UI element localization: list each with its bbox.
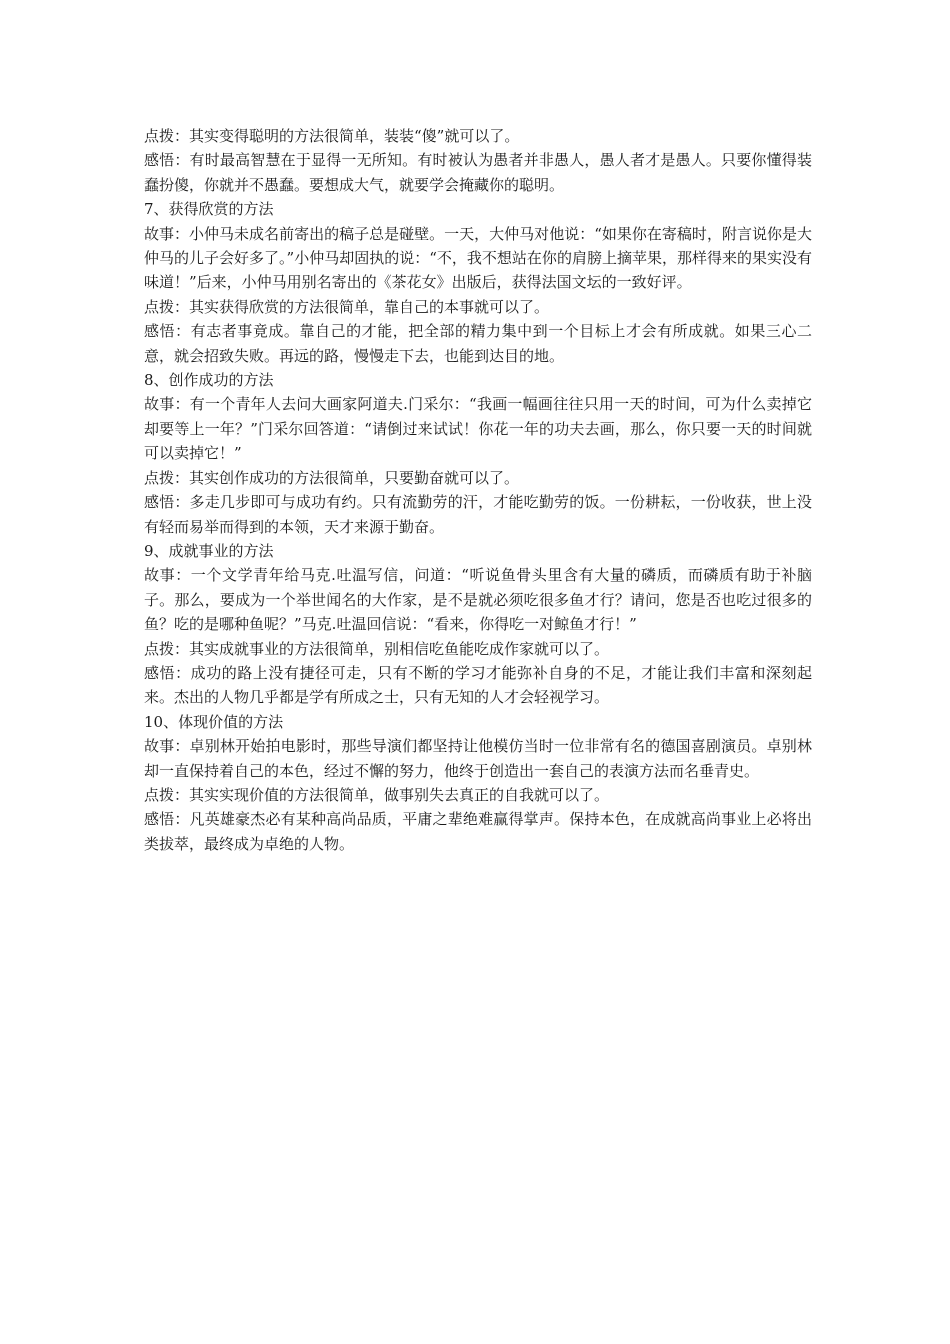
section-heading-9: 9、成就事业的方法 <box>144 541 274 560</box>
insight-paragraph: 感悟：有时最高智慧在于显得一无所知。有时被认为愚者并非愚人，愚人者才是愚人。只要你懂得装蠢扮傻，你就并不愚蠢。要想成大气，就要学会掩藏你的聪明。 <box>144 151 812 194</box>
document-body <box>144 124 812 856</box>
story-paragraph: 故事：有一个青年人去问大画家阿道夫.门采尔：“我画一幅画往往只用一天的时间，可为什么卖掉它却要等上一年？”门采尔回答道：“请倒过来试试！你花一年的功夫去画，那么，你只要一天的时间就可以卖掉它！” <box>144 395 812 463</box>
insight-paragraph: 感悟：多走几步即可与成功有约。只有流勤劳的汗，才能吃勤劳的饭。一份耕耘，一份收获，世上没有轻而易举而得到的本领，天才来源于勤奋。 <box>144 493 812 536</box>
insight-paragraph: 感悟：成功的路上没有捷径可走，只有不断的学习才能弥补自身的不足，才能让我们丰富和深刻起来。杰出的人物几乎都是学有所成之士，只有无知的人才会轻视学习。 <box>144 663 812 707</box>
section-heading-10: 10、体现价值的方法 <box>144 712 284 731</box>
section-heading-7: 7、获得欣赏的方法 <box>144 200 274 219</box>
hint-paragraph: 点拨：其实成就事业的方法很简单，别相信吃鱼能吃成作家就可以了。 <box>144 639 610 658</box>
section-heading-8: 8、创作成功的方法 <box>144 371 274 390</box>
story-paragraph: 故事：小仲马未成名前寄出的稿子总是碰壁。一天，大仲马对他说：“如果你在寄稿时，附言说你是大仲马的儿子会好多了。”小仲马却固执的说：“不，我不想站在你的肩膀上摘苹果，那样得来的果实没有味道！”后来，小仲马用别名寄出的《茶花女》出版后，获得法国文坛的一致好评。 <box>144 224 812 292</box>
hint-paragraph: 点拨：其实变得聪明的方法很简单，装装“傻”就可以了。 <box>144 127 520 145</box>
hint-paragraph: 点拨：其实创作成功的方法很简单，只要勤奋就可以了。 <box>144 468 520 487</box>
story-paragraph: 故事：一个文学青年给马克.吐温写信，问道：“听说鱼骨头里含有大量的磷质，而磷质有助于补脑子。那么，要成为一个举世闻名的大作家，是不是就必须吃很多鱼才行？请问，您是否也吃过很多的鱼？吃的是哪种鱼呢？”马克.吐温回信说：“看来，你得吃一对鲸鱼才行！” <box>144 566 812 634</box>
hint-paragraph: 点拨：其实实现价值的方法很简单，做事别失去真正的自我就可以了。 <box>144 785 610 804</box>
hint-paragraph: 点拨：其实获得欣赏的方法很简单，靠自己的本事就可以了。 <box>144 297 550 316</box>
insight-paragraph: 感悟：有志者事竟成。靠自己的才能，把全部的精力集中到一个目标上才会有所成就。如果三心二意，就会招致失败。再远的路，慢慢走下去，也能到达目的地。 <box>144 322 812 365</box>
insight-paragraph: 感悟：凡英雄豪杰必有某种高尚品质，平庸之辈绝难赢得掌声。保持本色，在成就高尚事业上必将出类拔萃，最终成为卓绝的人物。 <box>144 810 812 853</box>
story-paragraph: 故事：卓别林开始拍电影时，那些导演们都坚持让他模仿当时一位非常有名的德国喜剧演员。卓别林却一直保持着自己的本色，经过不懈的努力，他终于创造出一套自己的表演方法而名垂青史。 <box>144 737 812 780</box>
